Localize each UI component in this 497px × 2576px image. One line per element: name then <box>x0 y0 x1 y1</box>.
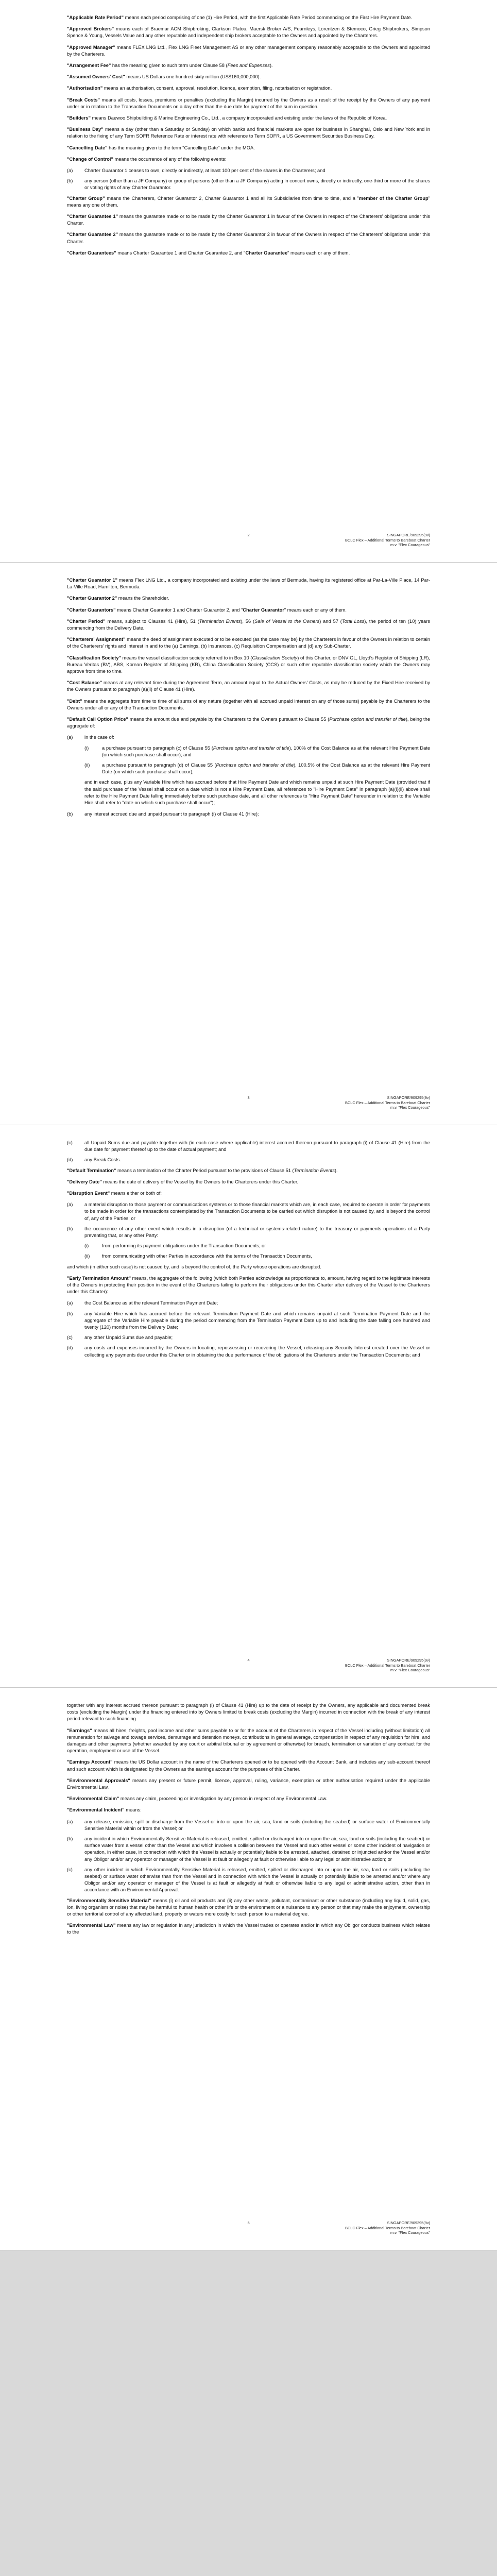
page-body <box>67 577 430 818</box>
definition-paragraph <box>67 655 430 675</box>
sub-clause-label: (ii) <box>84 762 90 768</box>
definition-paragraph <box>67 618 430 632</box>
document-title: BCLC Flex – Additional Terms to Bareboat Charter <box>345 2225 430 2230</box>
text-run: means Charter Guarantee 1 and Charter Guarantee 2, and " <box>116 250 246 256</box>
definition-paragraph <box>67 698 430 711</box>
text-run: the Cost Balance as at the relevant Termination Payment Date; <box>84 1300 218 1306</box>
definition-paragraph <box>67 1275 430 1296</box>
text-run: means either or both of: <box>110 1191 162 1196</box>
sub-clause-text <box>84 1836 430 1863</box>
text-run: from communicating with other Parties in accordance with the terms of the Transaction Documents, <box>102 1253 312 1259</box>
text-run: ) of this Charter, or DNV GL, Lloyd's Register of Shipping (LR), Bureau Veritas (BV), ABS, Korean Register of Shipping (KR), China Classification Society (CCS) or such other reputable classification society which the Owners may approve from time to time. <box>67 655 431 674</box>
definition-paragraph <box>67 85 430 92</box>
defined-term: "Default Call Option Price" <box>67 717 128 722</box>
sub-clause-text <box>84 1157 430 1163</box>
definition-paragraph <box>67 636 430 650</box>
text-run: means the vessel classification society referred to in Box 10 ( <box>121 655 252 660</box>
sub-clause-label: (c) <box>67 1867 73 1872</box>
definition-paragraph <box>67 74 430 80</box>
text-run: has the meaning given to the term "Cancelling Date" under the MOA. <box>107 145 255 150</box>
text-run: means each of Braemar ACM Shipbroking, Clarkson Platou, Maersk Broker A/S, Fearnleys, Lorentzen & Stemoco, Grieg Shipbrokers, Simpson Spence & Young, Vessels Value and any other reputable and independent ship brokers acceptable to the Owners and appointed by the Charterers. <box>67 26 430 39</box>
clause-reference: Termination Events <box>199 618 241 624</box>
sub-clause <box>67 1201 430 1222</box>
defined-term: "Applicable Rate Period" <box>67 15 124 20</box>
sub-clause <box>67 1226 430 1239</box>
clause-reference: Purchase option and transfer of title <box>216 762 294 768</box>
defined-term: "Arrangement Fee" <box>67 63 111 69</box>
document-page <box>0 1125 497 1688</box>
document-title: BCLC Flex – Additional Terms to Bareboat Charter <box>345 1663 430 1668</box>
clause-reference: Termination Events <box>294 1167 335 1173</box>
sub-clause-text <box>84 1345 430 1358</box>
sub-clause <box>67 1334 430 1341</box>
text-run: Charter Guarantor 1 ceases to own, directly or indirectly, at least 100 per cent of the shares in the Charterers; and <box>84 168 325 174</box>
definition-paragraph <box>67 44 430 58</box>
sub-clause <box>67 1311 430 1331</box>
sub-clause <box>67 1867 430 1894</box>
defined-term: "Charter Guarantees" <box>67 250 116 256</box>
page-number: 4 <box>247 1658 250 1663</box>
text-run: ). <box>269 63 273 69</box>
defined-term: "Charter Guarantor 1" <box>67 578 118 583</box>
text-run: means at any relevant time during the Agreement Term, an amount equal to the Actual Owners' Costs, as may be reduced by the Fixed Hire received by the Owners pursuant to paragraph (a)(ii) of Clause 41 (Hire). <box>67 680 430 692</box>
sub-clause-text <box>102 745 430 758</box>
definition-paragraph <box>67 1922 430 1936</box>
sub-clause-label: (d) <box>67 1157 73 1163</box>
page-body <box>67 14 430 257</box>
defined-term: "Environmental Approvals" <box>67 1777 130 1783</box>
defined-term: "Earnings Account" <box>67 1759 113 1765</box>
definition-paragraph <box>67 115 430 122</box>
definition-paragraph <box>67 1777 430 1791</box>
text-run: means Daewoo Shipbuilding & Marine Engineering Co., Ltd., a company incorporated and existing under the laws of the Republic of Korea. <box>91 115 387 121</box>
text-run: means a day (other than a Saturday or Sunday) on which banks and financial markets are open for business in Shanghai, Oslo and New York and in relation to the fixing of any Term SOFR Reference Rate or interest rate with reference to Term SOFR, a US Government Securities Business Day. <box>67 127 430 139</box>
sub-clause <box>67 734 430 741</box>
vessel-name: m.v. "Flex Courageous" <box>390 1105 430 1110</box>
text-run: together with any interest accrued thereon pursuant to paragraph (i) of Clause 41 (Hire) up to the date of receipt by the Owners, any applicable and documented break costs (excluding the Margin) under the financing entered into by Owners limited to break costs (excluding the Margin) incurred in connection with the break of any interest period relevant to such financing. <box>67 1703 430 1722</box>
sub-clause <box>67 1253 430 1260</box>
text-run: means each period comprising of one (1) Hire Period, with the first Applicable Rate Period commencing on the First Hire Payment Date. <box>124 15 413 20</box>
defined-term: "Charter Guarantors" <box>67 607 116 613</box>
text-run: means the amount due and payable by the Charterers to the Owners pursuant to Clause 55 ( <box>128 717 330 722</box>
definition-paragraph <box>67 1807 430 1814</box>
text-run: means the guarantee made or to be made by the Charter Guarantor 1 in favour of the Owners in respect of the Charterers' obligations under this Charter. <box>67 214 430 226</box>
sub-clause-text <box>84 1201 430 1222</box>
defined-term: Charter Guarantee <box>245 250 288 256</box>
definition-paragraph <box>67 126 430 140</box>
text-run: a purchase pursuant to paragraph (c) of Clause 55 ( <box>102 745 213 751</box>
defined-term: "Environmental Claim" <box>67 1796 119 1802</box>
defined-term: "Charterers' Assignment" <box>67 637 126 642</box>
sub-clause-label: (b) <box>67 811 73 817</box>
sub-clause-text <box>84 1819 430 1832</box>
text-run: means the deed of assignment executed or to be executed (as the case may be) by the Charterers in favour of the Owners in relation to certain of the Charterers' rights and interest in and to the (a) Earnings, (b) Insurances, (c) Requisition Compensation and (d) any Sub-Charter. <box>67 637 430 649</box>
document-page <box>0 1688 497 2250</box>
defined-term: "Early Termination Amount" <box>67 1275 131 1281</box>
definition-paragraph <box>67 195 430 209</box>
defined-term: "Business Day" <box>67 127 104 132</box>
text-run: means Flex LNG Ltd., a company incorporated and existing under the laws of Bermuda, having its registered office at Par-La-Ville Place, 14 Par-La-Ville Road, Hamilton, Bermuda. <box>67 578 430 590</box>
defined-term: "Builders" <box>67 115 91 121</box>
sub-clause-label: (b) <box>67 178 73 184</box>
defined-term: "Approved Manager" <box>67 44 115 50</box>
definition-paragraph <box>67 779 430 806</box>
page-number: 3 <box>247 1095 250 1100</box>
text-run: means any law or regulation in any jurisdiction in which the Vessel trades or operates and/or in which any Obligor conducts business which relates to the <box>67 1923 430 1935</box>
clause-reference: Sale of Vessel to the Owners <box>254 618 320 624</box>
text-run: ), 100.5% of the Cost Balance as at the relevant Hire Payment Date (on which such purchase shall occur), <box>102 762 430 775</box>
defined-term: "Disruption Event" <box>67 1191 110 1196</box>
definition-paragraph <box>67 1167 430 1174</box>
defined-term: "Earnings" <box>67 1727 92 1733</box>
text-run: ) and 57 ( <box>319 618 342 624</box>
defined-term: "Environmental Law" <box>67 1923 116 1928</box>
defined-term: "Assumed Owners' Cost" <box>67 74 125 80</box>
defined-term: "Charter Guarantee 2" <box>67 232 118 238</box>
clause-reference: Purchase option and transfer of title <box>213 745 289 751</box>
text-run: ), being the aggregate of: <box>67 717 430 729</box>
text-run: from performing its payment obligations under the Transaction Documents; or <box>102 1243 266 1249</box>
definition-paragraph <box>67 1264 430 1270</box>
text-run: any costs and expenses incurred by the Owners in locating, repossessing or recovering the Vessel, releasing any Security Interest created over the Vessel or collecting any payments due under this Charter or in obtaining the due performance of the obligations of the Charterers under the Transaction Documents; and <box>84 1345 430 1358</box>
sub-clause-label: (i) <box>84 1243 89 1249</box>
text-run: means: <box>124 1807 142 1813</box>
sub-clause-text <box>84 178 430 191</box>
text-run: and which (in either such case) is not caused by, and is beyond the control of, the Party whose operations are disrupted. <box>67 1264 321 1269</box>
text-run: means, subject to Clauses 41 (Hire), 51 ( <box>105 618 199 624</box>
defined-term: "Environmentally Sensitive Material" <box>67 1897 151 1903</box>
page-footer <box>67 2221 430 2235</box>
vessel-name: m.v. "Flex Courageous" <box>390 2230 430 2235</box>
page-number: 5 <box>247 2221 250 2226</box>
document-page <box>0 0 497 563</box>
definition-paragraph <box>67 1179 430 1185</box>
sub-clause-label: (a) <box>67 1819 73 1824</box>
text-run: means the occurrence of any of the following events: <box>113 156 227 162</box>
definition-paragraph <box>67 1759 430 1772</box>
sub-clause-label: (a) <box>67 1202 73 1208</box>
definition-paragraph <box>67 97 430 110</box>
sub-clause-label: (a) <box>67 735 73 740</box>
text-run: any other incident in which Environmentally Sensitive Material is released, emitted, spilled or discharged into or upon the air, sea, land or soils (including the seabed) or surface water otherwise than from the Vessel and in connection with which the Vessel is actually or potentially liable to be arrested and/or where any Obligor and/or any operator or manager of the Vessel is at fault or allegedly at fault or otherwise liable to any legal or administrative action, other than in accordance with an Environmental Approval. <box>84 1867 430 1893</box>
document-reference: SINGAPORE/909295(9v) <box>387 2221 430 2226</box>
text-run: means the date of delivery of the Vessel by the Owners to the Charterers under this Charter. <box>101 1179 299 1184</box>
text-run: any Break Costs. <box>84 1157 121 1163</box>
text-run: any incident in which Environmentally Sensitive Material is released, emitted, spilled or discharged into or upon the air, sea, land or soils (including the seabed) or surface water from a vessel other than the Vessel and which involves a collision between the Vessel and such other vessel or some other incident of navigation or operation, in either case, in connection with which the Vessel is actually or potentially liable to be arrested, attached, detained or injuncted and/or the Vessel and/or any Obligor and/or any operator or manager of the Vessel is at fault or allegedly at fault or otherwise liable to any legal or administrative action; or <box>84 1836 430 1862</box>
defined-term: "Charter Guarantee 1" <box>67 214 118 219</box>
page-body <box>67 1702 430 1936</box>
clause-reference: Total Loss <box>341 618 365 624</box>
definition-paragraph <box>67 145 430 151</box>
definition-paragraph <box>67 716 430 730</box>
sub-clause-text <box>84 811 430 818</box>
definition-paragraph <box>67 156 430 163</box>
text-run: a purchase pursuant to paragraph (d) of Clause 55 ( <box>102 762 216 768</box>
sub-clause-text <box>84 1140 430 1153</box>
defined-term: "Debt" <box>67 698 82 704</box>
sub-clause-label: (ii) <box>84 1253 90 1259</box>
text-run: means a termination of the Charter Period pursuant to the provisions of Clause 51 ( <box>116 1167 294 1173</box>
defined-term: "Classification Society" <box>67 655 121 660</box>
clause-reference: Classification Society <box>252 655 298 660</box>
text-run: any person (other than a JF Company) or group of persons (other than a JF Company) acting in concert owns, directly or indirectly, one-third or more of the shares or voting rights of any Charter Guarantor. <box>84 178 430 191</box>
sub-clause <box>67 178 430 191</box>
page-footer <box>67 1095 430 1110</box>
page-footer <box>67 1658 430 1673</box>
definition-paragraph <box>67 595 430 602</box>
page-number: 2 <box>247 533 250 538</box>
page-body <box>67 1140 430 1359</box>
sub-clause-label: (b) <box>67 1836 73 1842</box>
vessel-name: m.v. "Flex Courageous" <box>390 543 430 548</box>
defined-term: "Charter Group" <box>67 195 105 201</box>
defined-term: Charter Guarantor <box>243 607 284 613</box>
sub-clause-text <box>84 734 430 741</box>
definition-paragraph <box>67 231 430 245</box>
text-run: in the case of: <box>84 735 114 740</box>
page-footer <box>67 533 430 548</box>
definition-paragraph <box>67 1702 430 1723</box>
definition-paragraph <box>67 62 430 69</box>
defined-term: "Cost Balance" <box>67 680 102 686</box>
defined-term: "Charter Period" <box>67 618 106 624</box>
text-run: ), 100% of the Cost Balance as at the relevant Hire Payment Date (on which such purchase shall occur); and <box>102 745 430 757</box>
sub-clause-label: (c) <box>67 1335 73 1341</box>
sub-clause <box>67 762 430 775</box>
text-run: the occurrence of any other event which results in a disruption (of a technical or systems-related nature) to the treasury or payments operations of a Party preventing that, or any other Party: <box>84 1226 430 1239</box>
definition-paragraph <box>67 1897 430 1918</box>
text-run: means FLEX LNG Ltd., Flex LNG Fleet Management AS or any other management company reasonably acceptable to the Owners and appointed by the Charterers. <box>67 44 430 57</box>
text-run: " means each or any of them. <box>284 607 347 613</box>
text-run: any other Unpaid Sums due and payable; <box>84 1335 173 1341</box>
sub-clause-label: (d) <box>67 1345 73 1351</box>
text-run: means Charter Guarantor 1 and Charter Guarantor 2, and " <box>115 607 243 613</box>
document-title: BCLC Flex – Additional Terms to Bareboat Charter <box>345 537 430 543</box>
sub-clause-text <box>102 1253 430 1260</box>
text-run: means all costs, losses, premiums or penalties (excluding the Margin) incurred by the Owners as a result of the receipt by the Owners of any payment under or in relation to the Transaction Documents on a day other than the due date for payment of the sum in question. <box>67 97 431 109</box>
text-run: means (i) oil and oil products and (ii) any other waste, pollutant, contaminant or other substance (including any liquid, solid, gas, ion, living organism or noise) that may be harmful to human health or other life or the environment or a nuisance to any person or that may make the enjoyment, ownership or other territorial control of any affected land, property or waters more costly for such person to a material degree. <box>67 1897 430 1917</box>
sub-clause <box>67 1819 430 1832</box>
defined-term: "Environmental Incident" <box>67 1807 125 1813</box>
sub-clause <box>67 1345 430 1358</box>
sub-clause-label: (b) <box>67 1226 73 1231</box>
text-run: means US Dollars one hundred sixty million (US$160,000,000). <box>125 74 261 80</box>
sub-clause-text <box>102 1243 430 1249</box>
text-run: means any present or future permit, licence, approval, ruling, variance, exemption or other authorisation required under the applicable Environmental Law. <box>67 1777 430 1790</box>
definition-paragraph <box>67 607 430 614</box>
sub-clause-label: (b) <box>67 1311 73 1316</box>
sub-clause-text <box>102 762 430 775</box>
defined-term: member of the Charter Group <box>358 195 429 201</box>
sub-clause-text <box>84 167 430 174</box>
sub-clause-label: (i) <box>84 745 89 751</box>
defined-term: "Default Termination" <box>67 1167 116 1173</box>
document-reference: SINGAPORE/909295(9v) <box>387 533 430 538</box>
sub-clause <box>67 1157 430 1163</box>
sub-clause-text <box>84 1226 430 1239</box>
document-reference: SINGAPORE/909295(9v) <box>387 1658 430 1663</box>
document-title: BCLC Flex – Additional Terms to Bareboat Charter <box>345 1100 430 1105</box>
document-reference: SINGAPORE/909295(9v) <box>387 1095 430 1100</box>
sub-clause <box>67 1836 430 1863</box>
text-run: any interest accrued due and unpaid pursuant to paragraph (i) of Clause 41 (Hire); <box>84 811 259 817</box>
text-run: means the Charterers, Charter Guarantor 2, Charter Guarantor 1 and all its Subsidiaries from time to time, and a " <box>105 195 359 201</box>
text-run: means the Shareholder. <box>117 596 169 601</box>
defined-term: "Authorisation" <box>67 86 103 91</box>
clause-reference: Fees and Expenses <box>227 63 270 69</box>
sub-clause-label: (a) <box>67 168 73 174</box>
text-run: any release, emission, spill or discharge from the Vessel or into or upon the air, sea, land or soils (including the seabed) or surface water of Environmentally Sensitive Material within or from the Vessel; or <box>84 1819 430 1831</box>
sub-clause-text <box>84 1867 430 1894</box>
clause-reference: Purchase option and transfer of title <box>329 717 406 722</box>
sub-clause-text <box>84 1300 430 1307</box>
definition-paragraph <box>67 213 430 227</box>
text-run: ). <box>334 1167 338 1173</box>
text-run: ), 56 ( <box>241 618 255 624</box>
defined-term: "Cancelling Date" <box>67 145 108 150</box>
definition-paragraph <box>67 577 430 590</box>
sub-clause <box>67 745 430 758</box>
text-run: means any claim, proceeding or investigation by any person in respect of any Environmental Law. <box>119 1796 328 1802</box>
text-run: means all hires, freights, pool income and other sums payable to or for the account of the Charterers in respect of the Vessel including (without limitation) all remuneration for salvage and towage services, demurrage and detention moneys, contributions in general average, compensation in respect of any requisition for hire, and damages and other payments (whether awarded by any court or arbitral tribunal or by agreement or otherwise) for breach, termination or variation of any contract for the operation, employment or use of the Vessel. <box>67 1727 430 1754</box>
text-run: and in each case, plus any Variable Hire which has accrued before that Hire Payment Date and which remains unpaid at such Hire Payment Date (provided that if the said purchase of the Vessel shall occur on a date which is not a Hire Payment Date, all references to "Hire Payment Date" in paragraph (a)(i)(ii) above shall refer to the Hire Payment Date falling immediately before such purchase date, and all other references to "Hire Payment Date" hereunder in relation to the Variable Hire shall refer to "date on which such purchase shall occur"); <box>84 779 430 806</box>
text-run: any Variable Hire which has accrued before the relevant Termination Payment Date and which remains unpaid at such Termination Payment Date and the aggregate of the Variable Hire payable during the period commencing from the Termination Payment Date up to and including the date falling one hundred and twenty (120) months from the Delivery Date; <box>84 1311 430 1330</box>
text-run: means the guarantee made or to be made by the Charter Guarantor 2 in favour of the Owners in respect of the Charterers' obligations under this Charter. <box>67 232 430 244</box>
text-run: a material disruption to those payment or communications systems or to those financial markets which are, in each case, required to operate in order for payments to be made in order for the transactions contemplated by the Transaction Documents to be carried out which disruption is not caused by, and is beyond the control of, any of the Parties; or <box>84 1202 430 1221</box>
text-run: all Unpaid Sums due and payable together with (in each case where applicable) interest accrued thereon pursuant to paragraph (i) of Clause 41 (Hire) from the due date for payment thereof up to the date of actual payment; and <box>84 1140 430 1153</box>
sub-clause-label: (a) <box>67 1300 73 1306</box>
defined-term: "Approved Brokers" <box>67 26 114 32</box>
sub-clause-text <box>84 1311 430 1331</box>
sub-clause <box>67 1243 430 1249</box>
definition-paragraph <box>67 14 430 21</box>
text-run: ), the period of ten (10) years commencing from the Delivery Date. <box>67 618 430 631</box>
defined-term: "Delivery Date" <box>67 1179 102 1184</box>
text-run: " means each or any of them. <box>287 250 350 256</box>
sub-clause <box>67 167 430 174</box>
definition-paragraph <box>67 250 430 257</box>
text-run: means the US Dollar account in the name of the Charterers opened or to be opened with the Account Bank, and includes any sub-account thereof and such account which is designated by the Owners as the earnings account for the purposes of this Charter. <box>67 1759 430 1772</box>
text-run: has the meaning given to such term under Clause 58 ( <box>111 63 228 69</box>
text-run: means an authorisation, consent, approval, resolution, licence, exemption, filing, notarisation or registration. <box>102 86 332 91</box>
sub-clause-label: (c) <box>67 1140 73 1145</box>
defined-term: "Break Costs" <box>67 97 100 103</box>
text-run: " means any one of them. <box>67 195 430 208</box>
defined-term: "Change of Control" <box>67 156 113 162</box>
text-run: means the aggregate from time to time of all sums of any nature (together with all accrued unpaid interest on any of those sums) payable by the Charterers to the Owners under all or any of the Transaction Documents. <box>67 698 430 710</box>
definition-paragraph <box>67 1727 430 1755</box>
sub-clause <box>67 1140 430 1153</box>
sub-clause-text <box>84 1334 430 1341</box>
definition-paragraph <box>67 680 430 693</box>
sub-clause <box>67 1300 430 1307</box>
sub-clause <box>67 811 430 818</box>
text-run: means, the aggregate of the following (which both Parties acknowledge as proportionate to, amount, having regard to the legitimate interests of the Owners in protecting their position in the event of the Charterers failing to perform their obligations under this Charter after delivery of the Vessel to the Charterers under this Charter): <box>67 1275 430 1295</box>
defined-term: "Charter Guarantor 2" <box>67 596 117 601</box>
document-page <box>0 563 497 1125</box>
definition-paragraph <box>67 26 430 39</box>
definition-paragraph <box>67 1795 430 1802</box>
vessel-name: m.v. "Flex Courageous" <box>390 1668 430 1673</box>
definition-paragraph <box>67 1190 430 1197</box>
